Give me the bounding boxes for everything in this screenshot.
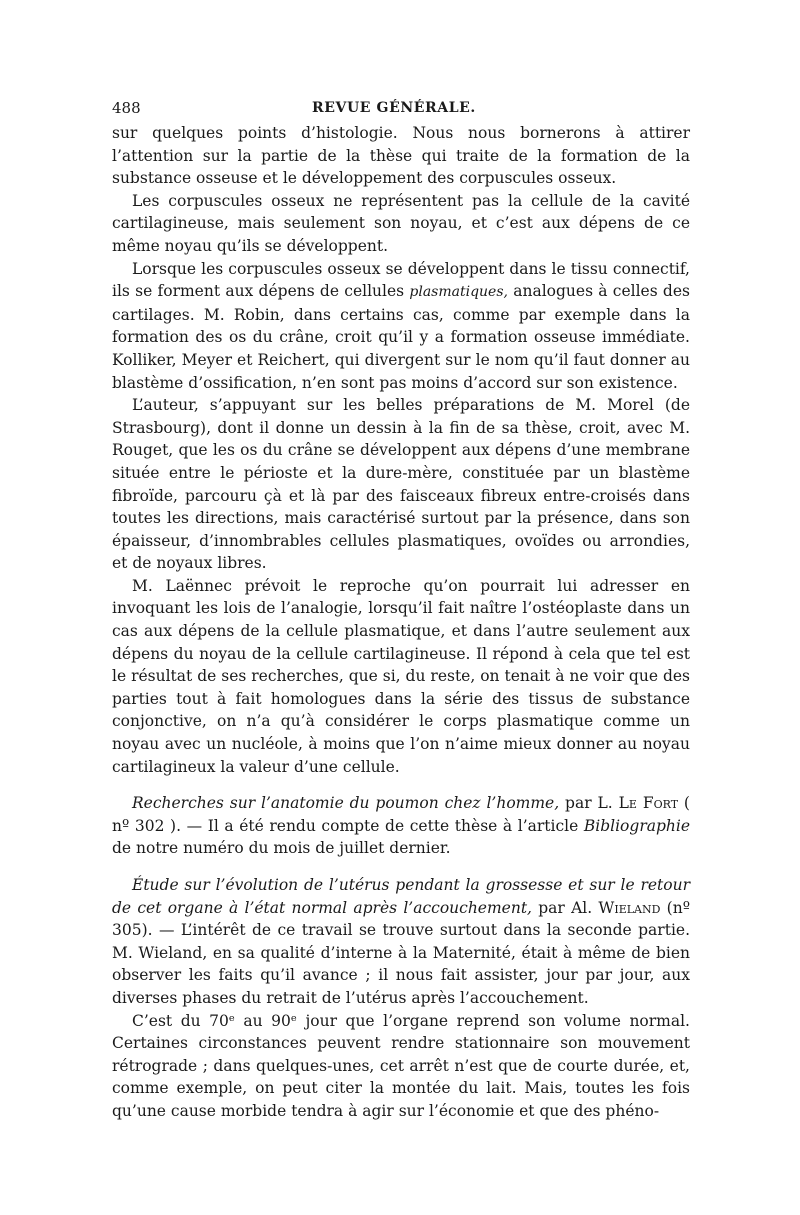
entry-le-fort-body-b: de notre numéro du mois de juillet dernier. xyxy=(112,839,451,858)
paragraph-4: L’auteur, s’appuyant sur les belles préparations de M. Morel (de Strasbourg), dont il donne un dessin à la fin de sa thèse, croit, avec M. Rouget, que les os du crâne se développent aux dépens d’une membrane située entre le périoste et la dure-mère, constituée par un blastème fibroïde, parcouru çà et là par des faisceaux fibreux entre-croisés dans toutes les directions, mais caractérisé surtout par la présence, dans son épaisseur, d’innombrables cellules plasmatiques, ovoïdes ou arrondies, et de noyaux libres. xyxy=(112,396,690,573)
entry-wieland-text xyxy=(112,874,690,1010)
entry-wieland-par: par Al. xyxy=(532,898,599,917)
entry-wieland-author: Wieland xyxy=(598,898,661,917)
entry-le-fort-title: Recherches sur l’anatomie du poumon chez l’homme, xyxy=(132,794,560,813)
paragraph-5: M. Laënnec prévoit le reproche qu’on pourrait lui adresser en invoquant les lois de l’analogie, lorsqu’il fait naître l’ostéoplaste dans un cas aux dépens de la cellule plasmatique, et dans l’autre seulement aux dépens du noyau de la cellule cartilagineuse. Il répond à cela que tel est le résultat de ses recherches, que si, du reste, on tenait à ne voir que des parties tout à fait homologues dans la série des tissus de substance conjonctive, on n’a qu’à considérer le corps plasmatique comme un noyau avec un nucléole, à moins que l’on n’aime mieux donner au noyau cartilagineux la valeur d’une cellule. xyxy=(112,576,690,776)
entry-wieland-body: L’intérêt de ce travail se trouve surtout dans la seconde partie. M. Wieland, en sa qualité d’interne à la Maternité, était à même de bien observer les faits qu’il avance ; il nous fait assister, jour par jour, aux diverses phases du retrait de l’utérus après l’accouchement. xyxy=(112,921,690,1007)
entry-wieland-continuation: C’est du 70ᵉ au 90ᵉ jour que l’organe reprend son volume normal. Certaines circonstances peuvent rendre stationnaire son mouvement rétrograde ; dans quelques-unes, cet arrêt n’est que de courte durée, et, comme exemple, on peut citer la montée du lait. Mais, toutes les fois qu’une cause morbide tendra à agir sur l’économie et que des phéno- xyxy=(112,1011,690,1120)
journal-title: REVUE GÉNÉRALE. xyxy=(312,100,476,116)
entry-le-fort-text xyxy=(112,792,690,860)
paragraph-3 xyxy=(112,258,690,395)
entry-le-fort-body-a: Il a été rendu compte de cette thèse à l’article xyxy=(207,816,584,835)
book-page xyxy=(112,96,690,1123)
entry-le-fort-number: ( nº 302 ). — xyxy=(112,794,690,835)
page-number: 488 xyxy=(112,99,141,117)
entry-wieland-number: (nº 305). — xyxy=(112,898,690,940)
running-head xyxy=(112,96,690,120)
main-text xyxy=(112,122,690,778)
entry-wieland-title: Étude sur l’évolution de l’utérus pendant la grossesse et sur le retour de cet organe à l’état normal après l’accouchement, xyxy=(112,876,690,917)
entry-le-fort xyxy=(112,792,690,860)
paragraph-3-text-b: analogues à celles des cartilages. M. Robin, dans certains cas, comme par exemple dans la formation des os du crâne, croit qu’il y a formation osseuse immédiate. Kolliker, Meyer et Reichert, qui divergent sur le nom qu’il faut donner au blastème d’ossification, n’en sont pas moins d’accord sur son existence. xyxy=(112,282,690,392)
entry-wieland xyxy=(112,874,690,1123)
paragraph-1: sur quelques points d’histologie. Nous nous bornerons à attirer l’attention sur la partie de la thèse qui traite de la formation de la substance osseuse et le développement des corpuscules osseux. xyxy=(112,124,690,188)
plasmatiques-word: plasmatiques, xyxy=(409,284,508,301)
entry-le-fort-author: Le Fort xyxy=(618,794,679,813)
bibliographie-word: Bibliographie xyxy=(583,816,690,835)
paragraph-3-text-a: Lorsque les corpuscules osseux se développent dans le tissu connectif, ils se forment aux dépens de cellules xyxy=(112,259,690,301)
entry-le-fort-par: par L. xyxy=(559,794,619,813)
paragraph-2: Les corpuscules osseux ne représentent pas la cellule de la cavité cartilagineuse, mais seulement son noyau, et c’est aux dépens de ce même noyau qu’ils se développent. xyxy=(112,191,690,255)
